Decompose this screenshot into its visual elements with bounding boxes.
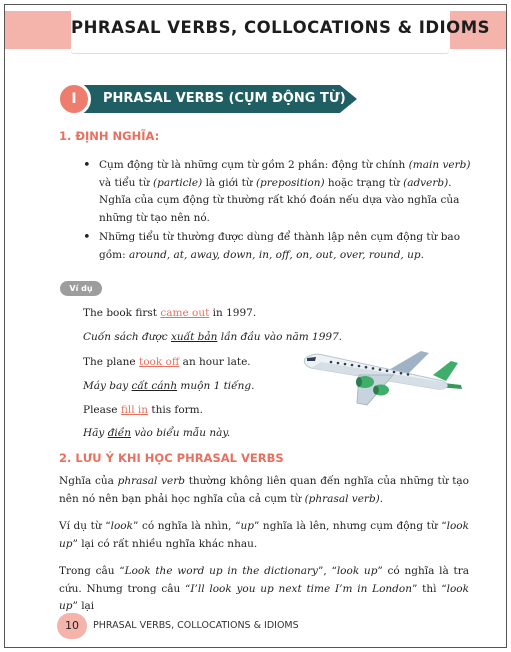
- notes-heading: 2. LƯU Ý KHI HỌC PHRASAL VERBS: [59, 451, 284, 465]
- example-vi-1: Cuốn sách được xuất bản lần đầu vào năm 1997.: [83, 331, 343, 343]
- list-item: • Những tiểu từ thường được dùng để thành lập nên cụm động từ bao gồm: around, at, away, down, in, off, on, out, over, round, up.: [81, 229, 481, 264]
- section-number: I: [57, 82, 91, 116]
- example-vi-3: Hãy điền vào biểu mẫu này.: [83, 427, 231, 439]
- example-en-2: The plane took off an hour late.: [83, 356, 251, 368]
- list-item: • Cụm động từ là những cụm từ gồm 2 phần: động từ chính (main verb) và tiểu từ (particle) là giới từ (preposition) hoặc trạng từ (adverb). Nghĩa của cụm động từ thường rất khó đoán nếu dựa vào nghĩa của những từ tạo nên nó.: [81, 157, 481, 227]
- notes-paragraph-3: Trong câu “Look the word up in the dictionary”, “look up” có nghĩa là tra cứu. Nhưng trong câu “I’ll look you up next time I’m in London” thì “look up” lại: [59, 565, 469, 612]
- book-page: [4, 4, 507, 648]
- footer-title: PHRASAL VERBS, COLLOCATIONS & IDIOMS: [93, 620, 299, 631]
- definition-heading: 1. ĐỊNH NGHĨA:: [59, 129, 160, 143]
- page-title: PHRASAL VERBS, COLLOCATIONS & IDIOMS: [71, 18, 491, 37]
- page-number: 10: [57, 613, 87, 639]
- example-en-1: The book first came out in 1997.: [83, 307, 257, 319]
- example-badge: Ví dụ: [60, 281, 102, 296]
- notes-paragraph-2: Ví dụ từ “look” có nghĩa là nhìn, “up” nghĩa là lên, nhưng cụm động từ “look up” lại có rất nhiều nghĩa khác nhau.: [59, 520, 469, 550]
- example-en-3: Please fill in this form.: [83, 404, 203, 416]
- banner-card: [71, 5, 491, 53]
- section-title: PHRASAL VERBS (CỤM ĐỘNG TỪ): [103, 91, 346, 106]
- header-banner: [5, 5, 507, 49]
- definition-list: [81, 157, 481, 266]
- airplane-illustration: [301, 345, 469, 409]
- banner-accent-left: [5, 11, 75, 49]
- example-vi-2: Máy bay cất cánh muộn 1 tiếng.: [83, 380, 255, 392]
- notes-paragraph-1: Nghĩa của phrasal verb thường không liên quan đến nghĩa của những từ tạo nên nó nên bạn phải học nghĩa của cả cụm từ (phrasal verb).: [59, 475, 469, 505]
